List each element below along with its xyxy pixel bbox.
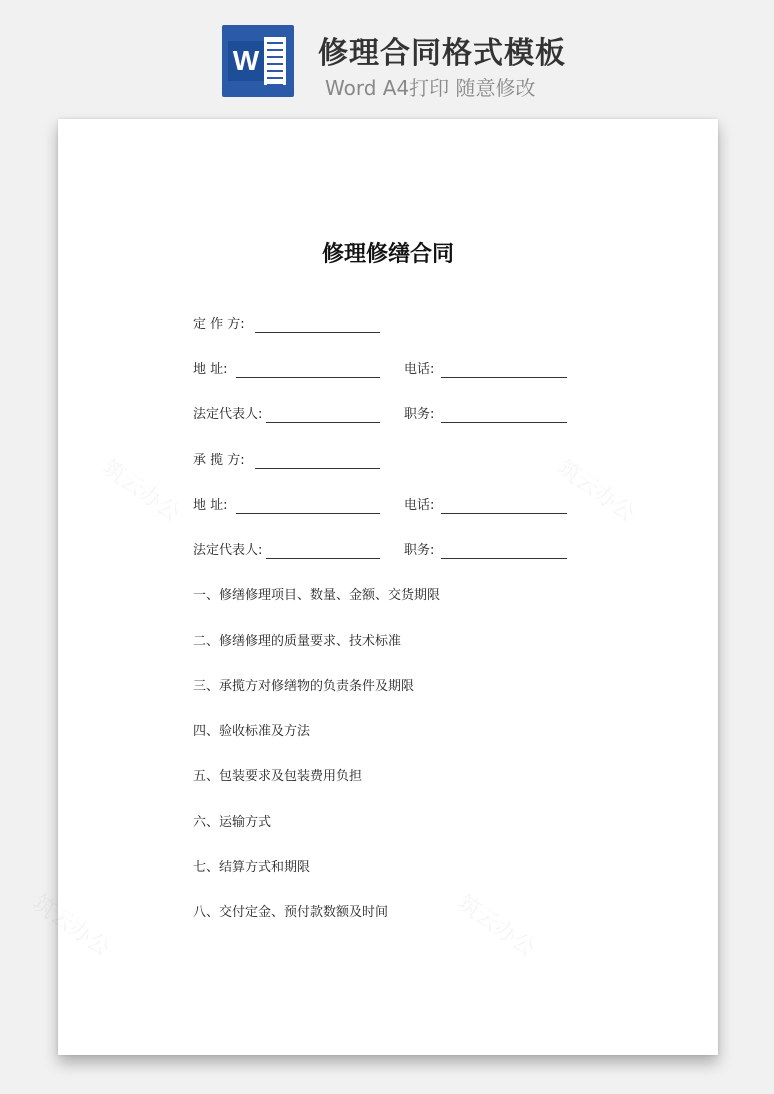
section-heading: 一、修缮修理项目、数量、金额、交货期限 — [193, 588, 441, 603]
field-label-ding-zuo-fang: 定 作 方: — [193, 317, 245, 332]
document-page — [58, 119, 718, 1055]
field-label-phone: 电话: — [404, 498, 435, 513]
word-letter: W — [228, 41, 264, 81]
field-label-address: 地 址: — [193, 498, 228, 513]
banner-title: 修理合同格式模板 — [318, 36, 566, 71]
blank-line[interactable] — [236, 377, 380, 378]
field-label-legal-rep: 法定代表人: — [193, 543, 263, 558]
watermark — [27, 887, 117, 963]
field-label-cheng-lan-fang: 承 揽 方: — [193, 453, 245, 468]
blank-line[interactable] — [441, 558, 567, 559]
banner-subtitle: Word A4打印 随意修改 — [325, 76, 536, 100]
word-icon — [222, 25, 294, 97]
blank-line[interactable] — [441, 377, 567, 378]
field-label-address: 地 址: — [193, 362, 228, 377]
field-label-position: 职务: — [404, 407, 435, 422]
blank-line[interactable] — [441, 422, 567, 423]
field-label-legal-rep: 法定代表人: — [193, 407, 263, 422]
header-banner — [0, 0, 774, 110]
section-heading: 三、承揽方对修缮物的负责条件及期限 — [193, 679, 415, 694]
section-heading: 二、修缮修理的质量要求、技术标准 — [193, 634, 402, 649]
field-label-position: 职务: — [404, 543, 435, 558]
watermark — [97, 452, 187, 528]
blank-line[interactable] — [236, 513, 380, 514]
document-title: 修理修缮合同 — [321, 242, 454, 267]
section-heading: 七、结算方式和期限 — [193, 860, 311, 875]
section-heading: 八、交付定金、预付款数额及时间 — [193, 905, 389, 920]
watermark — [452, 887, 542, 963]
blank-line[interactable] — [255, 468, 380, 469]
blank-line[interactable] — [441, 513, 567, 514]
field-label-phone: 电话: — [404, 362, 435, 377]
blank-line[interactable] — [266, 422, 380, 423]
section-heading: 四、验收标准及方法 — [193, 724, 311, 739]
blank-line[interactable] — [255, 332, 380, 333]
blank-line[interactable] — [266, 558, 380, 559]
section-heading: 五、包装要求及包装费用负担 — [193, 769, 363, 784]
section-heading: 六、运输方式 — [193, 815, 272, 830]
watermark — [552, 452, 642, 528]
